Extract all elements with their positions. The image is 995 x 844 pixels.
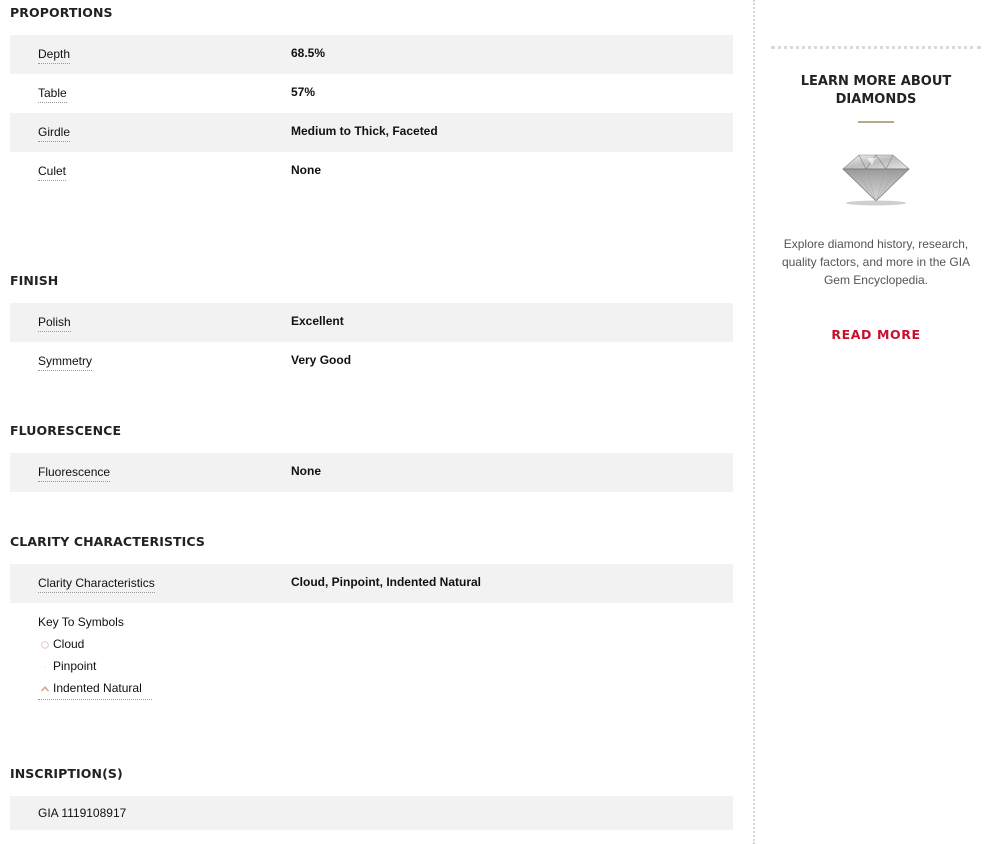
row-fluorescence: [10, 453, 733, 492]
inscription-value: GIA 1119108917: [38, 806, 127, 820]
sidebar-title-line2: DIAMONDS: [835, 92, 917, 107]
cloud-symbol-icon: [40, 640, 50, 650]
section-title-clarity: CLARITY CHARACTERISTICS: [10, 534, 206, 549]
column-divider: [753, 0, 755, 844]
key-to-symbols-title: Key To Symbols: [38, 615, 124, 629]
sidebar-title-rule: [858, 121, 894, 123]
symbol-item-cloud: [38, 636, 238, 658]
depth-label[interactable]: Depth: [38, 47, 70, 64]
sidebar-title-line1: LEARN MORE ABOUT: [800, 74, 952, 89]
polish-value: Excellent: [291, 314, 344, 328]
symbol-label-pinpoint: Pinpoint: [53, 659, 97, 673]
sidebar-description: Explore diamond history, research, quality factors, and more in the GIA Gem Encyclopedia.: [781, 237, 971, 287]
sidebar-dotted-divider: [771, 46, 981, 49]
fluorescence-label[interactable]: Fluorescence: [38, 465, 110, 482]
clarity-characteristics-label[interactable]: Clarity Characteristics: [38, 576, 155, 593]
section-title-fluorescence: FLUORESCENCE: [10, 423, 122, 438]
clarity-characteristics-value: Cloud, Pinpoint, Indented Natural: [291, 575, 481, 589]
row-clarity-characteristics: [10, 564, 733, 603]
key-underline: [38, 699, 152, 700]
section-title-inscriptions: INSCRIPTION(S): [10, 766, 123, 781]
symbol-label-indented-natural: Indented Natural: [53, 681, 142, 695]
table-value: 57%: [291, 85, 316, 99]
key-to-symbols: [38, 614, 238, 702]
row-culet: [10, 152, 733, 191]
read-more-link[interactable]: READ MORE: [831, 327, 921, 342]
depth-value: 68.5%: [291, 46, 326, 60]
girdle-label[interactable]: Girdle: [38, 125, 70, 142]
diamond-icon: [839, 147, 913, 207]
sidebar-title: [771, 73, 981, 109]
row-depth: [10, 35, 733, 74]
symbol-item-pinpoint: [38, 658, 238, 680]
row-polish: [10, 303, 733, 342]
pinpoint-symbol-icon: [40, 662, 50, 672]
culet-value: None: [291, 163, 321, 177]
section-title-proportions: PROPORTIONS: [10, 5, 113, 20]
row-table: [10, 74, 733, 113]
symmetry-value: Very Good: [291, 353, 352, 367]
table-label[interactable]: Table: [38, 86, 67, 103]
polish-label[interactable]: Polish: [38, 315, 71, 332]
section-title-finish: FINISH: [10, 273, 59, 288]
girdle-value: Medium to Thick, Faceted: [291, 124, 438, 138]
row-symmetry: [10, 342, 733, 381]
fluorescence-value: None: [291, 464, 321, 478]
indented-natural-symbol-icon: [40, 684, 50, 694]
symmetry-label[interactable]: Symmetry: [38, 354, 92, 371]
row-inscription: [10, 796, 733, 830]
culet-label[interactable]: Culet: [38, 164, 66, 181]
row-girdle: [10, 113, 733, 152]
symbol-label-cloud: Cloud: [53, 637, 85, 651]
